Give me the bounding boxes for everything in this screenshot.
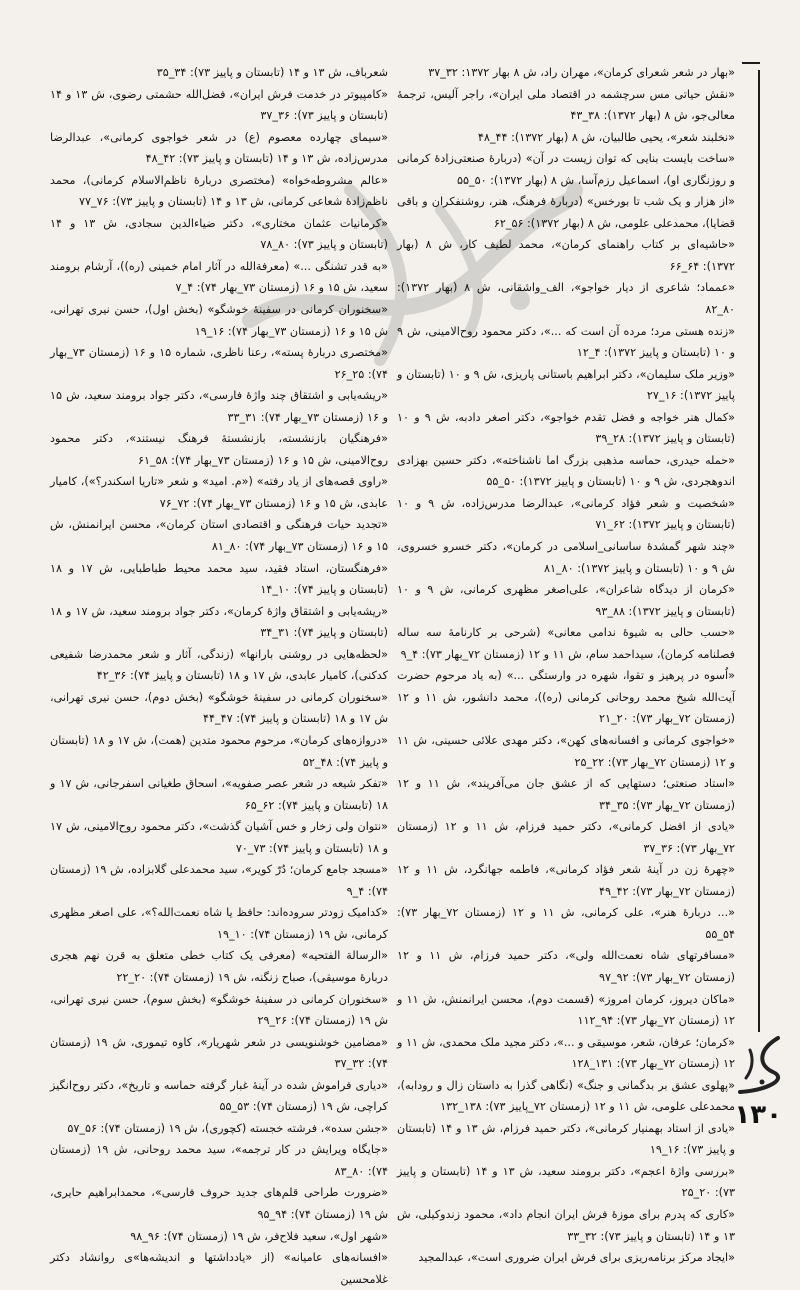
index-entry: «لحظه‌هایی در روشنی بارانها» (زندگی، آثار و شعر محمدرضا شفیعی کدکنی)، کامیار عابدی، ش ۱۷ و ۱۸ (تابستان و پاییز ۷۴): ۳۶_۴۲ [50, 647, 388, 683]
column-side-rule [758, 70, 760, 1032]
index-entry: «مسجد جامع کرمان؛ دُرّ کویر»، سید محمدعلی گلابزاده، ش ۱۹ (زمستان ۷۴): ۴_۹ [50, 863, 389, 898]
index-entry: «پهلوی عشق بر بدگمانی و جنگ» (نگاهی گذرا به داستان زال و رودابه)، محمدعلی علومی، ش ۱۱ و ۱۲ (زمستان ۷۲_پاییز ۷۳): ۱۳۸_۱۳۲ [397, 1078, 735, 1114]
index-entry: «ماکان دیروز، کرمان امروز» (قسمت دوم)، محسن ایرانمنش، ش ۱۱ و ۱۲ (زمستان ۷۲_بهار ۷۳): ۹۴_۱۱۲ [397, 992, 735, 1028]
index-entry: «ساخت بایست بنایی که توان زیست در آن» (دربارهٔ صنعتی‌زادهٔ کرمانی و روزنگاری او)، اسماعیل رزم‌آسا، ش ۸ (بهار ۱۳۷۲): ۵۰_۵۵ [397, 152, 735, 187]
index-entry: «افسانه‌های عامیانه» (از «یادداشتها و اندیشه‌ها»ی روانشاد دکتر غلامحسین [50, 1251, 388, 1286]
index-entry: «به قدر تشنگی ...» (معرفةالله در آثار امام خمینی (ره))، آرشام برومند سعید، ش ۱۵ و ۱۶ (زمستان ۷۳_بهار ۷۴): ۴_۷ [50, 259, 388, 295]
index-entry: «استاد صنعتی؛ دستهایی که از عشق جان می‌آفریند»، ش ۱۱ و ۱۲ (زمستان ۷۲_بهار ۷۳): ۳۵_۳۴ [397, 777, 735, 812]
index-entry: «چند شهر گمشدهٔ ساسانی_اسلامی در کرمان»، دکتر خسرو خسروی، ش ۹ و ۱۰ (تابستان و پاییز ۱۳۷۲): ۸۰_۸۱ [397, 540, 735, 575]
index-entry: «خواجوی کرمانی و افسانه‌های کهن»، دکتر مهدی علائی حسینی، ش ۱۱ و ۱۲ (زمستان ۷۲_بهار ۷۳): ۲۲_۲۵ [397, 733, 735, 769]
index-entry: «نتوان ولی زخار و خس آشیان گذشت»، دکتر محمود روح‌الامینی، ش ۱۷ و ۱۸ (تابستان و پاییز ۷۴): ۷۳_۷۰ [50, 820, 388, 855]
index-entry: «فرهنگستان، استاد فقید، سید محمد محیط طباطبایی، ش ۱۷ و ۱۸ (تابستان و پاییز ۷۴): ۱۰_۱۴ [50, 561, 388, 597]
index-entry: «سخنوران کرمانی در سفینهٔ خوشگو» (بخش اول)، حسن نیری تهرانی، ش ۱۵ و ۱۶ (زمستان ۷۳_بهار ۷۴): ۱۶_۱۹ [50, 303, 388, 338]
index-entry: «یادی از استاد بهمنیار کرمانی»، دکتر حمید فرزام، ش ۱۳ و ۱۴ (تابستان و پاییز ۷۳): ۱۶_۱۹ [397, 1121, 735, 1157]
index-entry: «بهار در شعر شعرای کرمان»، مهران راد، ش ۸ بهار ۱۳۷۲: ۳۲_۳۷ [428, 66, 735, 79]
index-entry: «کدامیک زودتر سروده‌اند: حافظ یا شاه نعمت‌الله؟»، علی اصغر مظهری کرمانی، ش ۱۹ (زمستان ۷۴): ۱۰_۱۹ [50, 906, 388, 941]
page-number: ۱۳۰ [734, 1100, 782, 1130]
index-entry: «وزیر ملک سلیمان»، دکتر ابراهیم باستانی پاریزی، ش ۹ و ۱۰ (تابستان و پاییز ۱۳۷۲): ۱۶_۲۷ [397, 367, 735, 403]
index-entry: «کامپیوتر در خدمت فرش ایران»، فضل‌الله حشمتی رضوی، ش ۱۳ و ۱۴ (تابستان و پاییز ۷۳): ۳۶_۳۷ [50, 87, 388, 123]
index-entry: «راوی قصه‌های از یاد رفته» («م. امید» و شعر «تاریا اسکندر؟»)، کامیار عابدی، ش ۱۵ و ۱۶ (زمستان ۷۳_بهار ۷۴): ۷۲_۷۶ [50, 475, 388, 510]
index-entry: «کرمانیات عثمان مختاری»، دکتر ضیاءالدین سجادی، ش ۱۳ و ۱۴ (تابستان و پاییز ۷۳): ۸۰_۷۸ [50, 216, 388, 252]
index-entry: «عالم مشروطه‌خواه» (مختصری دربارهٔ ناظم‌الاسلام کرمانی)، محمد ناظم‌زادهٔ شعاعی کرمانی، ش ۱۳ و ۱۴ (تابستان و پاییز ۷۳): ۷۶_۷۷ [50, 173, 388, 209]
index-entry: «حسب حالی به شیوهٔ ندامی معانی» (شرحی بر کارنامهٔ سه ساله فصلنامه کرمان)، سیداحمد سام، ش ۱۱ و ۱۲ (زمستان ۷۲_بهار ۷۳): ۴_۹ [397, 626, 735, 661]
index-entry: «دیاری فراموش شده در آینهٔ غبار گرفته حماسه و تاریخ»، دکتر روح‌انگیز کراچی، ش ۱۹ (زمستان ۷۴): ۵۳_۵۵ [50, 1078, 388, 1114]
index-entry: «ریشه‌یابی و اشتقاق واژهٔ کرمان»، دکتر جواد برومند سعید، ش ۱۷ و ۱۸ (تابستان و پاییز ۷۴): ۳۱_۳۴ [50, 604, 388, 640]
index-entry: «چهرهٔ زن در آینهٔ شعر فؤاد کرمانی»، فاطمه جهانگرد، ش ۱۱ و ۱۲ (زمستان ۷۲_بهار ۷۳): ۴۲_۴۹ [397, 863, 735, 898]
index-entry: «عمماد؛ شاعری از دیار خواجو»، الف_واشقانی، ش ۸ (بهار ۱۳۷۲): ۸۰_۸۲ [397, 281, 735, 317]
index-entry: «زنده هستی مرد؛ مرده آن است که ...»، دکتر محمود روح‌الامینی، ش ۹ و ۱۰ (تابستان و پاییز ۱۳۷۲): ۴_۱۲ [397, 324, 735, 360]
index-entry: «اُسوه در پرهیز و تقوا، شهره در وارستگی ...» (به یاد مرحوم حضرت آیت‌الله شیخ محمد روحانی کرمانی (ره))، محمد دانشور، ش ۱۱ و ۱۲ (زمستان ۷۲_بهار ۷۳): ۲۰_۲۱ [397, 669, 736, 726]
index-entry: «شخصیت و شعر فؤاد کرمانی»، عبدالرضا مدرس‌زاده، ش ۹ و ۱۰ (تابستان و پاییز ۱۳۷۲): ۶۲_۷۱ [397, 496, 735, 532]
index-entry: «حاشیه‌ای بر کتاب راهنمای کرمان»، محمد لطیف کار، ش ۸ (بهار ۱۳۷۲): ۶۴_۶۶ [397, 238, 735, 273]
index-entry: «شهر اول»، سعید فلاح‌فر، ش ۱۹ (زمستان ۷۴): ۹۶_۹۸ [130, 1229, 388, 1243]
index-entry: «الرسالة الفتحیه» (معرفی یک کتاب خطی متعلق به قرن نهم هجری دربارهٔ موسیقی)، صباح زنگنه، ش ۱۹ (زمستان ۷۴): ۲۰_۲۲ [50, 949, 388, 984]
index-entry: «مضامین خوشنویسی در شعر شهریار»، کاوه تیموری، ش ۱۹ (زمستان ۷۴): ۳۲_۳۷ [50, 1035, 389, 1071]
index-entry: «سیمای چهارده معصوم (ع) در شعر خواجوی کرمانی»، عبدالرضا مدرس‌زاده، ش ۱۳ و ۱۴ (تابستان و پاییز ۷۳): ۴۲_۴۸ [50, 130, 388, 166]
index-entry: «حمله حیدری، حماسه مذهبی بزرگ اما ناشناخته»، دکتر حسین بهزادی اندوهجردی، ش ۹ و ۱۰ (تابستان و پاییز ۱۳۷۲): ۵۰_۵۵ [397, 453, 735, 489]
index-entry: «کاری که پدرم برای موزهٔ فرش ایران انجام داد»، محمود زندوکیلی، ش ۱۳ و ۱۴ (تابستان و پاییز ۷۳): ۳۲_۳۳ [397, 1207, 735, 1243]
index-entry: «ضرورت طراحی قلم‌های جدید حروف فارسی»، محمدابراهیم حایری، ش ۱۹ (زمستان ۷۴): ۹۴_۹۵ [50, 1186, 388, 1221]
index-entry: «مختصری دربارهٔ پسته»، رعنا ناظری، شماره ۱۵ و ۱۶ (زمستان ۷۳_بهار ۷۴): ۲۵_۲۶ [50, 346, 388, 381]
index-entry: «سخنوران کرمانی در سفینهٔ خوشگو» (بخش دوم)، حسن نیری تهرانی، ش ۱۷ و ۱۸ (تابستان و پاییز ۷۴): ۴۷_۴۴ [50, 690, 388, 726]
index-entry: «جشن سده»، فرشته خجسته (کچوری)، ش ۱۹ (زمستان ۷۴): ۵۶_۵۷ [67, 1121, 388, 1135]
index-entry: «سخنوران کرمانی در سفینهٔ خوشگو» (بخش سوم)، حسن نیری تهرانی، ش ۱۹ (زمستان ۷۴): ۲۶_۲۹ [50, 992, 388, 1028]
index-entry: «ریشه‌یابی و اشتقاق چند واژهٔ فارسی»، دکتر جواد برومند سعید، ش ۱۵ و ۱۶ (زمستان ۷۳_بهار ۷۴): ۳۱_۳۳ [50, 389, 388, 424]
index-entry: «نقش حیاتی مس سرچشمه در اقتصاد ملی ایران»، راجر آلیس، ترجمهٔ معالی‌جو، ش ۸ (بهار ۱۳۷۲): ۳۸_۴۳ [397, 87, 735, 123]
index-entry: «کرمان از دیدگاه شاعران»، علی‌اصغر مظهری کرمانی، ش ۹ و ۱۰ (تابستان و پاییز ۱۳۷۲): ۸۸_۹۳ [397, 583, 736, 618]
index-entry: «دروازه‌های کرمان»، مرحوم محمود متدین (همت)، ش ۱۷ و ۱۸ (تابستان و پاییز ۷۴): ۴۸_۵۲ [50, 733, 389, 769]
index-entry: «بررسی واژهٔ اعجم»، دکتر برومند سعید، ش ۱۳ و ۱۴ (تابستان و پاییز ۷۳): ۲۰_۲۵ [397, 1164, 735, 1200]
index-entry: «کرمان؛ عرفان، شعر، موسیقی و ...»، دکتر مجید ملک محمدی، ش ۱۱ و ۱۲ (زمستان ۷۲_بهار ۷۳): ۱۳۱_۱۲۸ [397, 1035, 735, 1071]
kerman-journal-logo [728, 1030, 788, 1100]
index-entry: شعرباف، ش ۱۳ و ۱۴ (تابستان و پاییز ۷۳): ۳۴_۳۵ [156, 66, 388, 79]
index-entry: «... دربارهٔ هنر»، علی کرمانی، ش ۱۱ و ۱۲ (زمستان ۷۲_بهار ۷۳): ۵۴_۵۵ [397, 906, 735, 941]
index-column-right [397, 62, 735, 1269]
index-entry: «جایگاه ویرایش در کار ترجمه»، سید محمد روحانی، ش ۱۹ (زمستان ۷۴): ۸۰_۸۳ [50, 1143, 388, 1178]
index-entry: «تفکر شیعه در شعر عصر صفویه»، اسحاق طغیانی اسفرجانی، ش ۱۷ و ۱۸ (تابستان و پاییز ۷۴): ۶۲_۶۵ [50, 777, 388, 812]
index-entry: «نخلبند شعر»، یحیی طالبیان، ش ۸ (بهار ۱۳۷۲): ۴۴_۴۸ [477, 130, 735, 144]
index-entry: «ایجاد مرکز برنامه‌ریزی برای فرش ایران ضروری است»، عبدالمجید [418, 1251, 735, 1265]
index-entry: «یادی از افضل کرمانی»، دکتر حمید فرزام، ش ۱۱ و ۱۲ (زمستان ۷۲_بهار ۷۳): ۳۶_۳۷ [397, 820, 735, 855]
index-entry: «از هزار و یک شب تا بورخس» (دربارهٔ فرهنگ، هنر، روشنفکران و باقی قضایا)، محمدعلی علومی، ش ۸ (بهار ۱۳۷۲): ۵۶_۶۲ [397, 195, 735, 230]
index-entry: «فرهنگیان بازنشسته، بازنشستهٔ فرهنگ نیستند»، دکتر محمود روح‌الامینی، ش ۱۵ و ۱۶ (زمستان ۷۳_بهار ۷۴): ۵۸_۶۱ [50, 432, 388, 467]
header-rule [742, 62, 760, 64]
index-entry: «کمال هنر خواجه و فضل تقدم خواجو»، دکتر اصغر دادبه، ش ۹ و ۱۰ (تابستان و پاییز ۱۳۷۲): ۲۸_۳۹ [397, 410, 736, 446]
index-entry: «مسافرتهای شاه نعمت‌الله ولی»، دکتر حمید فرزام، ش ۱۱ و ۱۲ (زمستان ۷۲_بهار ۷۳): ۹۲_۹۷ [397, 949, 736, 984]
index-entry: «تجدید حیات فرهنگی و اقتصادی استان کرمان»، محسن ایرانمنش، ش ۱۵ و ۱۶ (زمستان ۷۳_بهار ۷۴): ۸۰_۸۱ [50, 518, 388, 554]
index-column-left [50, 62, 388, 1290]
